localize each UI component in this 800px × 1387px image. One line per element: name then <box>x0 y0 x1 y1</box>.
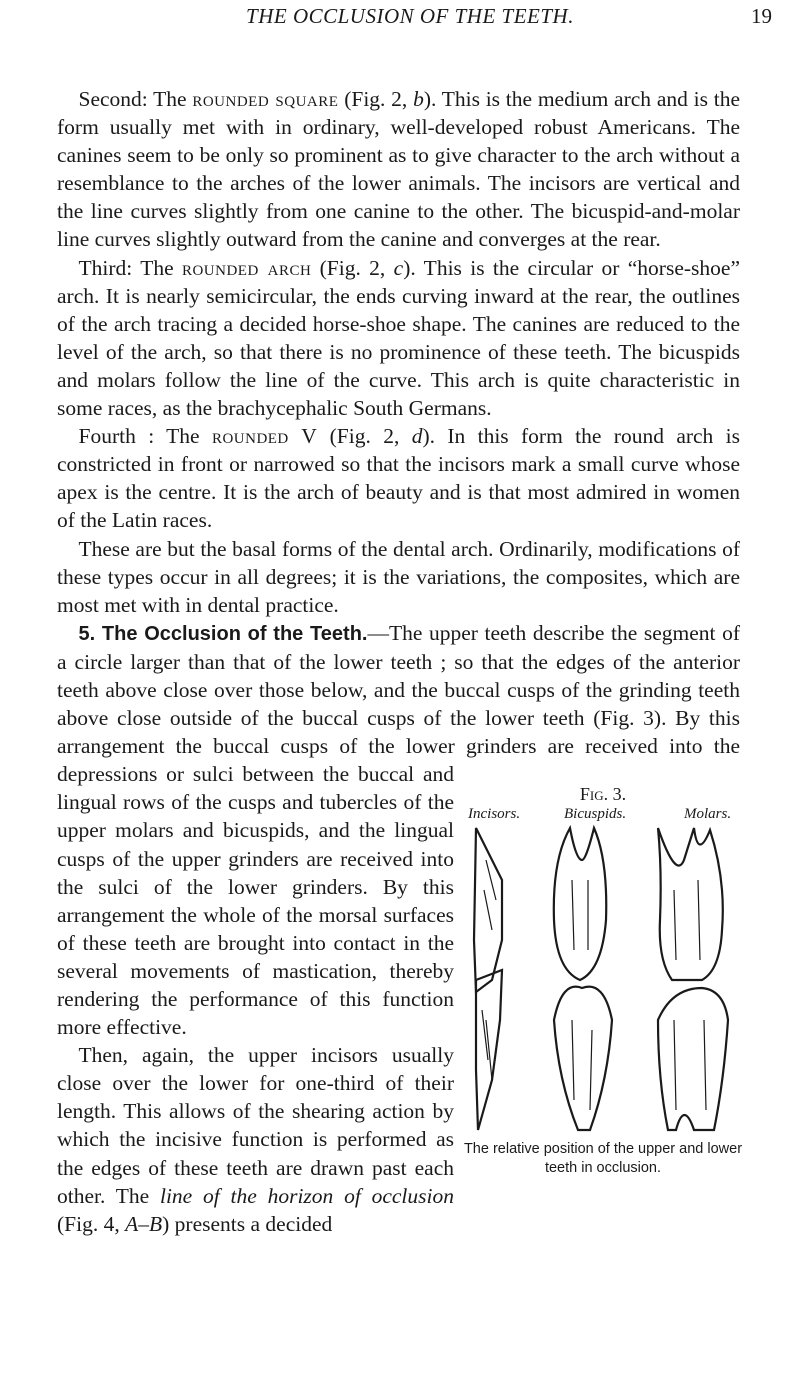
running-head <box>48 4 772 40</box>
teeth-illustration <box>462 820 744 1140</box>
incisor-teeth <box>474 828 502 1130</box>
paragraph-basal-forms: These are but the basal forms of the dental arch. Ordinarily, modifications of these types occur in all degrees; it is the variations, the composites, which are most met with in dental practice. <box>57 536 740 617</box>
column-label-bicuspids: Bicuspids. <box>564 806 627 822</box>
running-title: THE OCCLUSION OF THE TEETH. <box>246 4 574 28</box>
paragraph-incisors-overlap: Then, again, the upper incisors usually close over the lower for one-third of their length. This allows of the shearing action by which the incisive function is performed as the edges of these teeth are drawn past each other. The line of the horizon of occlusion (Fig. 4, A–B) presents a decided <box>57 1043 454 1236</box>
paragraph-rounded-arch: Third: The rounded arch (Fig. 2, c). This is the circular or “horse-shoe” arch. It is nearly semicircular, the ends curving inward at the rear, the outlines of the arch tracing a decided horse-shoe shape. The canines are reduced to the level of the arch, so that there is no prominence of these teeth. The bicuspids and molars follow the line of the curve. This arch is quite characteristic in some races, as the brachycephalic South Germans. <box>57 255 740 421</box>
body-text <box>57 85 743 1238</box>
paragraph-rounded-square: Second: The rounded square (Fig. 2, b). This is the medium arch and is the form usually met with in ordinary, well-developed robust Americans. The canines seem to be only so prominent as to give character to the arch without a resemblance to the arches of the lower animals. The incisors are vertical and the line curves slightly from one canine to the other. The bicuspid-and-molar line curves slightly outward from the canine and converges at the rear. <box>57 87 740 252</box>
column-label-incisors: Incisors. <box>468 806 521 822</box>
paragraph-rounded-v: Fourth : The rounded V (Fig. 2, d). In this form the round arch is constricted in front or narrowed so that the incisors mark a small curve whose apex is the centre. It is the arch of beauty and is that most admired in women of the Latin races. <box>57 424 741 533</box>
paragraph-occlusion: 5. The Occlusion of the Teeth.—The upper teeth describe the segment of a circle larger than that of the lower teeth ; so that the edges of the anterior teeth above close over those below, and the buccal cusps of the grinding teeth above close outside of the buccal cusps of the lower teeth (Fig. 3). By this arrangement the buccal cusps of the lower grinders are received into the depressions or sulci between the buccal and lingual rows of the cusps and tubercles of the upper molars and bicuspids, and the lingual cusps of the upper grinders are received into the sulci of the lower grinders. By this arrangement the whole of the morsal surfaces of these teeth are brought into contact in the several movements of mastication, thereby rendering the performance of this function more effective. <box>57 619 740 1041</box>
figure-caption: The relative position of the upper and lower teeth in occlusion. <box>463 1141 743 1176</box>
page-number: 19 <box>751 4 772 28</box>
section-heading: 5. The Occlusion of the Teeth. <box>78 622 368 645</box>
molar-teeth <box>658 828 728 1130</box>
figure-3 <box>462 780 744 1197</box>
figure-label: Fig. 3. <box>579 784 627 804</box>
column-label-molars: Molars. <box>684 806 732 822</box>
bicuspid-teeth <box>554 828 612 1130</box>
